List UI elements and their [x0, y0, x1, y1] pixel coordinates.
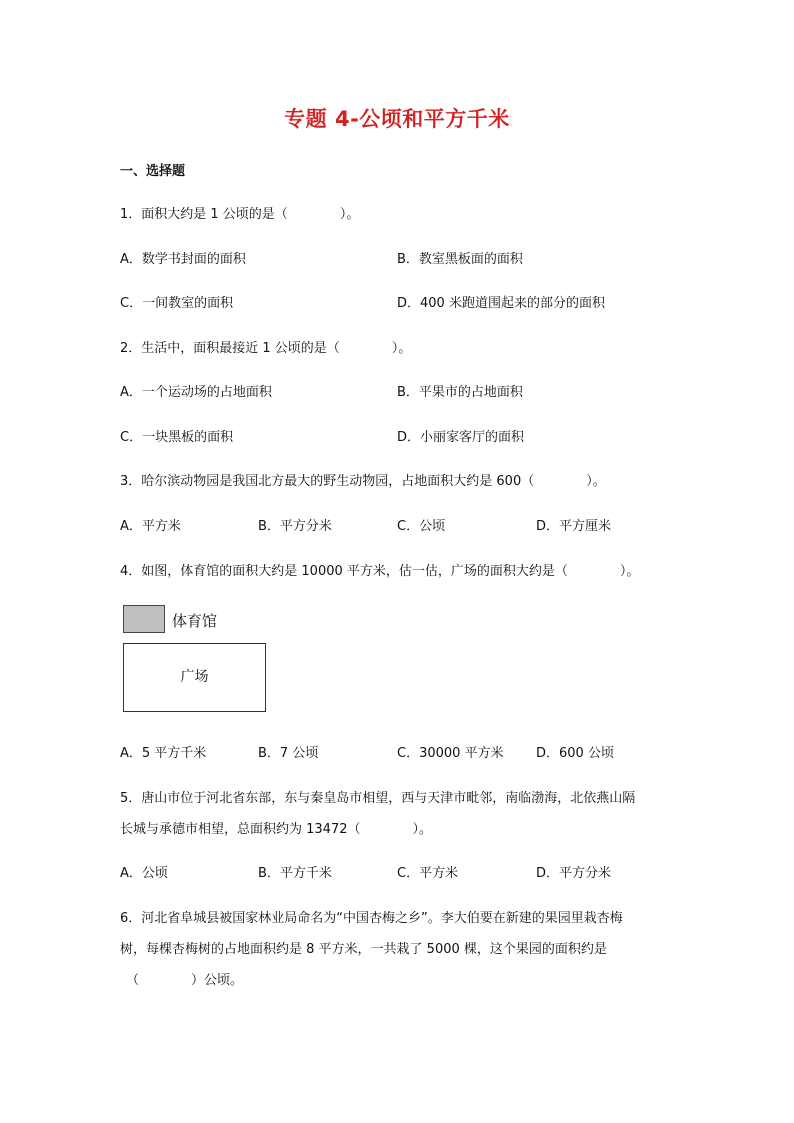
question-2-text: 2．生活中，面积最接近 1 公顷的是（: [120, 341, 340, 356]
q1-option-c: C．一间教室的面积: [120, 296, 234, 311]
question-5-end: ）。: [412, 822, 433, 837]
q3-option-a: A．平方米: [120, 519, 181, 534]
question-1-stem: [120, 203, 359, 222]
question-6-open: （: [126, 973, 140, 988]
q3-option-b: B．平方分米: [258, 519, 332, 534]
q1-option-a: A．数学书封面的面积: [120, 252, 246, 267]
question-2-end: ）。: [391, 341, 412, 356]
q4-option-c: C．30000 平方米: [397, 746, 504, 761]
q2-option-a: A．一个运动场的占地面积: [120, 385, 272, 400]
question-5-text: 长城与承德市相望，总面积约为 13472（: [120, 822, 361, 837]
q2-option-b: B．平果市的占地面积: [397, 385, 523, 400]
q4-option-d: D．600 公顷: [536, 746, 614, 761]
q2-option-d: D．小丽家客厅的面积: [397, 430, 525, 445]
plaza-rectangle-figure: [123, 643, 266, 712]
question-6-line-1: 6．河北省阜城县被国家林业局命名为“中国杏梅之乡”。李大伯要在新建的果园里栽杏梅: [120, 911, 623, 926]
q2-option-c: C．一块黑板的面积: [120, 430, 234, 445]
question-4-end: ）。: [619, 564, 640, 579]
question-1-end: ）。: [339, 207, 360, 222]
question-3-end: ）。: [586, 474, 606, 489]
plaza-label: 广场: [180, 669, 209, 685]
question-1-text: 1．面积大约是 1 公顷的是（: [120, 207, 288, 222]
question-6-line-2: 树，每棵杏梅树的占地面积约是 8 平方米，一共栽了 5000 棵，这个果园的面积约是: [120, 942, 607, 957]
q4-option-b: B．7 公顷: [258, 746, 319, 761]
question-3-stem: [120, 470, 606, 489]
q5-option-d: D．平方分米: [536, 866, 612, 881]
gym-square-figure: [123, 605, 165, 633]
question-6-end: ）公顷。: [191, 973, 244, 988]
q3-option-d: D．平方厘米: [536, 519, 612, 534]
q1-option-d: D．400 米跑道围起来的部分的面积: [397, 296, 605, 311]
question-5-line-2: [120, 818, 432, 837]
q5-option-b: B．平方千米: [258, 866, 332, 881]
question-2-stem: [120, 337, 411, 356]
section-heading: 一、选择题: [120, 164, 186, 179]
gym-label: 体育馆: [172, 612, 218, 630]
q1-option-b: B．教室黑板面的面积: [397, 252, 523, 267]
q5-option-a: A．公顷: [120, 866, 168, 881]
page-title: 专题 4-公顷和平方千米: [284, 107, 510, 131]
question-5-line-1: 5．唐山市位于河北省东部，东与秦皇岛市相望，西与天津市毗邻，南临渤海，北依燕山隔: [120, 791, 636, 806]
question-4-stem: [120, 560, 639, 579]
question-6-line-3: [126, 969, 243, 988]
q4-option-a: A．5 平方千米: [120, 746, 207, 761]
question-3-text: 3．哈尔滨动物园是我国北方最大的野生动物园，占地面积大约是 600（: [120, 474, 535, 489]
q3-option-c: C．公顷: [397, 519, 446, 534]
q5-option-c: C．平方米: [397, 866, 459, 881]
question-4-text: 4．如图，体育馆的面积大约是 10000 平方米，估一估，广场的面积大约是（: [120, 564, 568, 579]
